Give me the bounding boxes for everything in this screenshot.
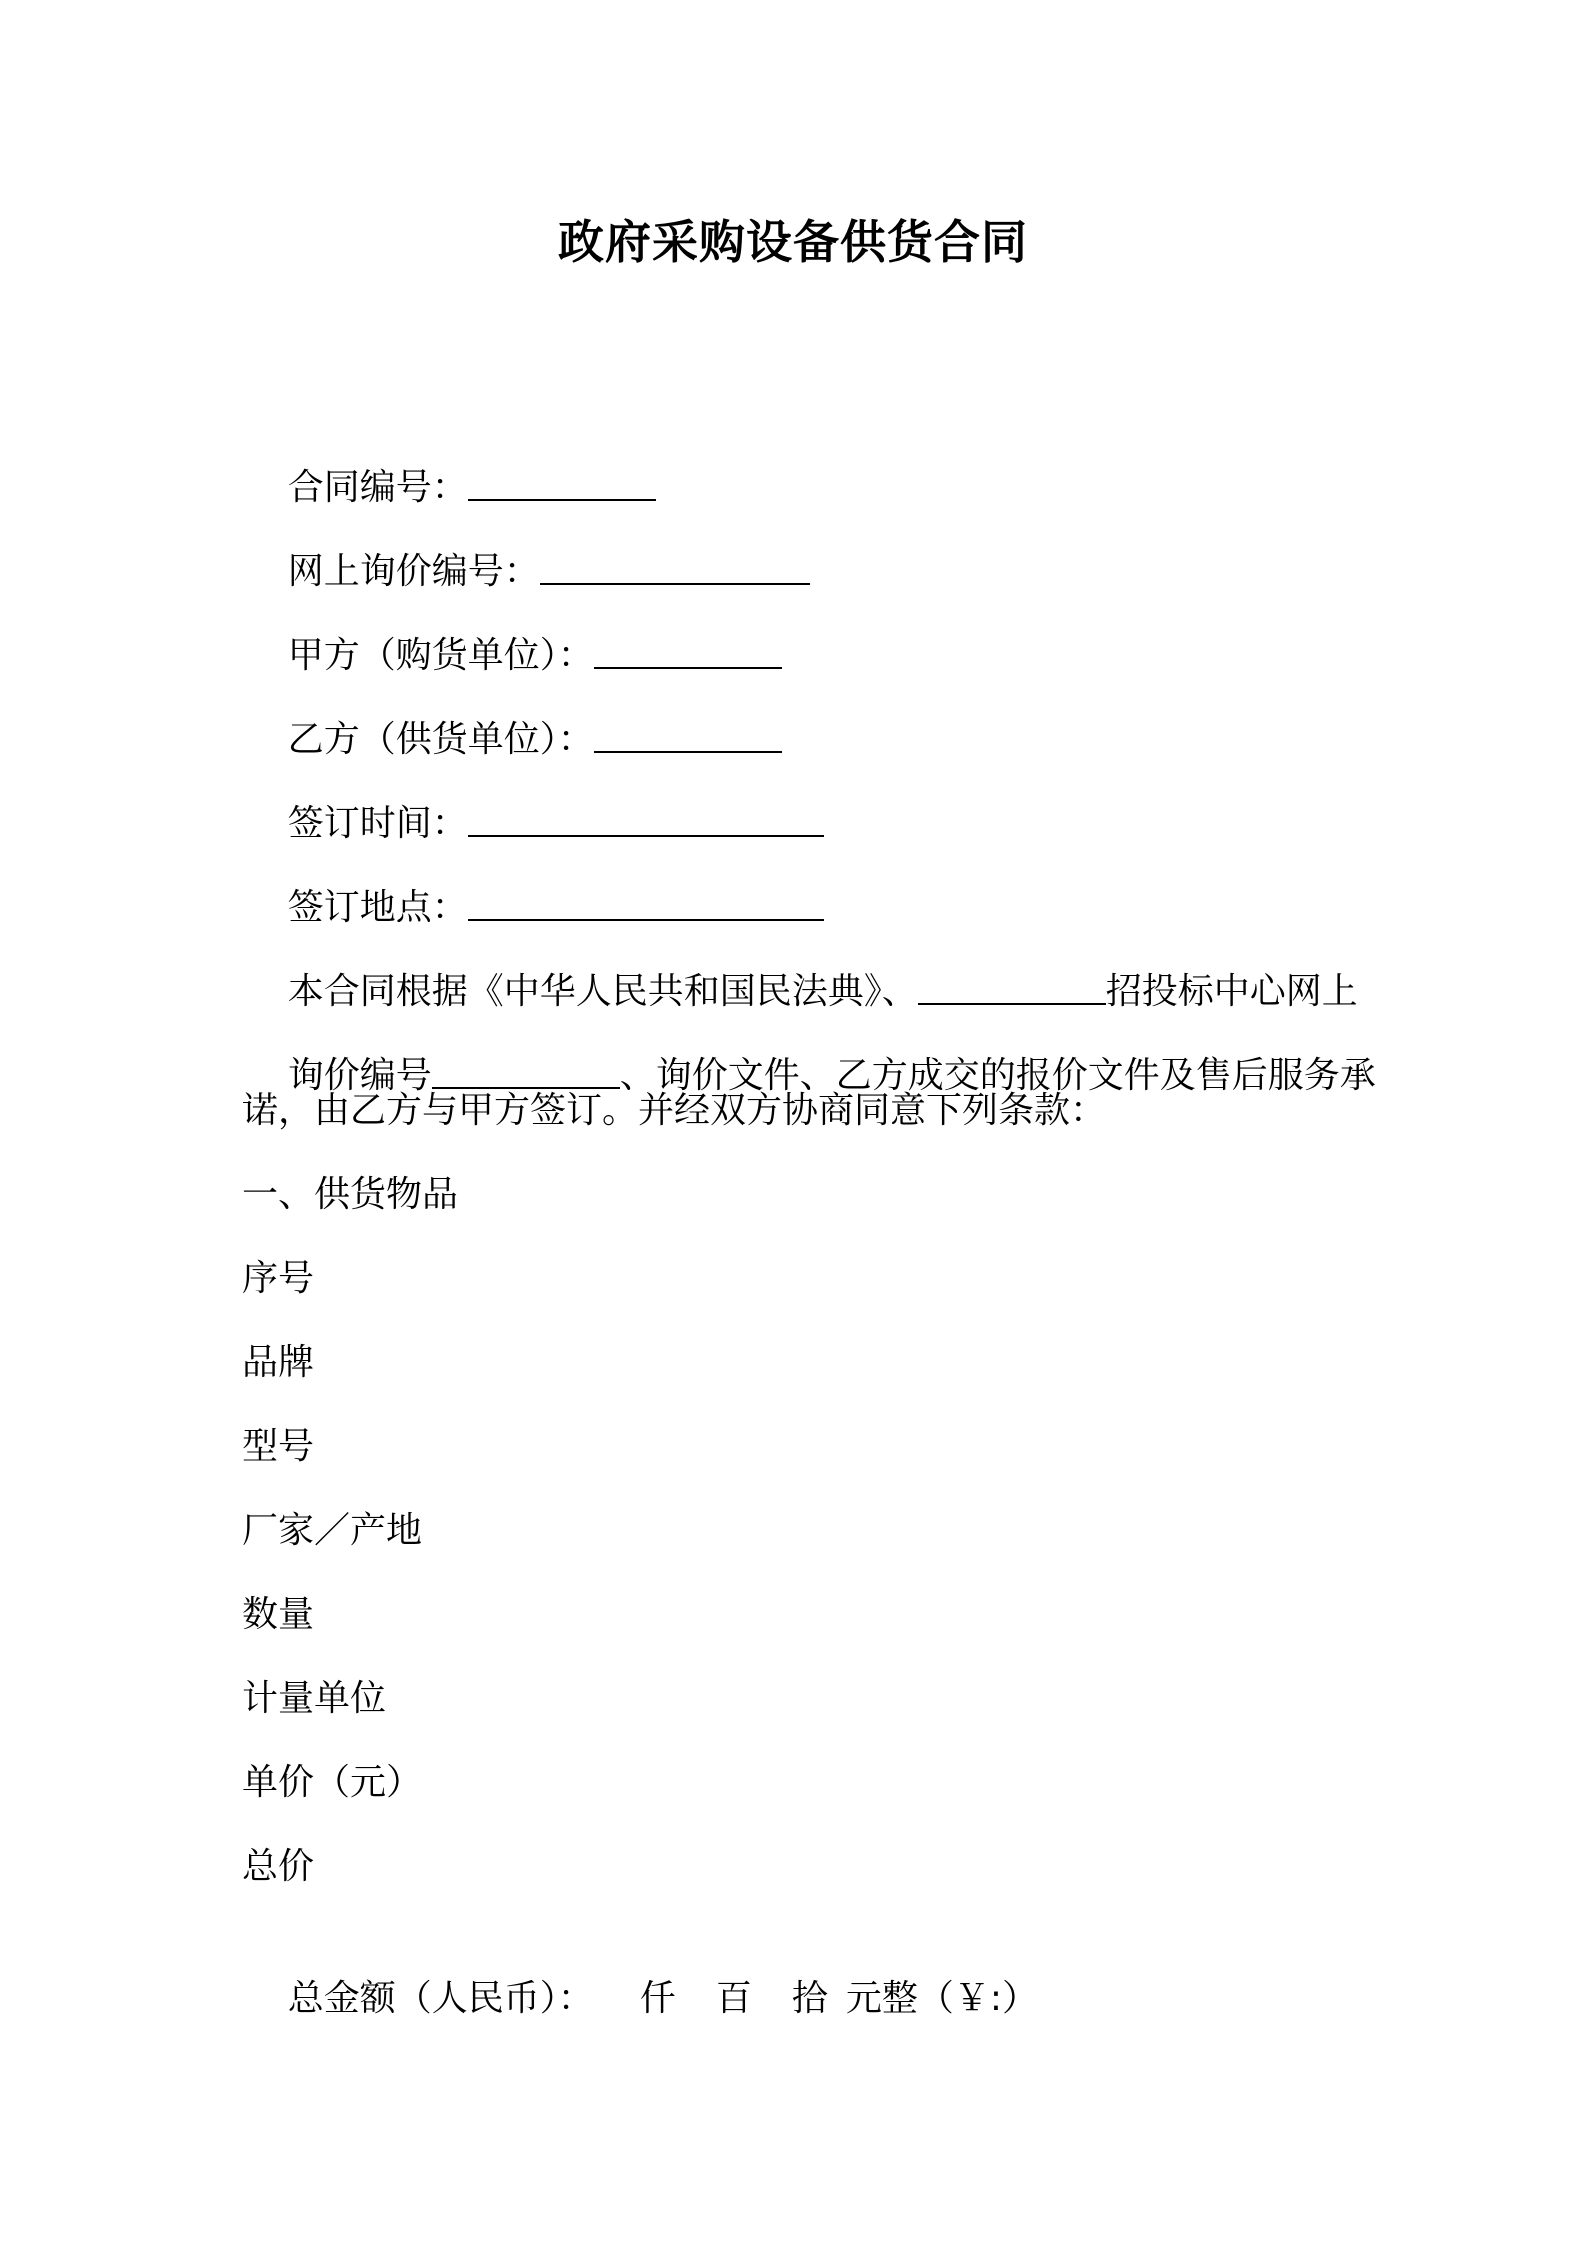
tender-center-blank[interactable] <box>918 967 1106 1005</box>
list-item: 数量 <box>242 1594 315 1635</box>
contract-number-blank[interactable] <box>468 463 656 501</box>
preamble-text: 本合同根据《中华人民共和国民法典》、 <box>287 971 918 1012</box>
party-a-label: 甲方（购货单位）： <box>287 635 594 676</box>
list-item: 型号 <box>242 1426 315 1467</box>
sign-place-blank[interactable] <box>468 883 824 921</box>
unit-qian: 仟 <box>639 1978 676 2019</box>
section-heading: 一、供货物品 <box>242 1174 459 1215</box>
total-amount-line <box>242 1927 1038 2071</box>
preamble-text: 、询价文件、乙方成交的报价文件及售后服务承 <box>619 1055 1376 1096</box>
list-item: 计量单位 <box>242 1678 387 1719</box>
preamble-text: 询价编号 <box>287 1055 432 1096</box>
party-b-blank[interactable] <box>594 715 782 753</box>
page-title: 政府采购设备供货合同 <box>558 215 1028 269</box>
list-item: 单价（元） <box>242 1762 423 1803</box>
sign-time-label: 签订时间： <box>287 803 468 844</box>
inquiry-number-label: 网上询价编号： <box>287 551 540 592</box>
inquiry-ref-blank[interactable] <box>432 1051 620 1089</box>
preamble-line-3: 诺，由乙方与甲方签订。并经双方协商同意下列条款： <box>242 1090 1107 1131</box>
sign-place-label: 签订地点： <box>287 887 468 928</box>
list-item: 品牌 <box>242 1342 315 1383</box>
unit-bai: 百 <box>715 1978 752 2019</box>
sign-time-blank[interactable] <box>468 799 824 837</box>
list-item: 序号 <box>242 1258 315 1299</box>
contract-number-label: 合同编号： <box>287 467 468 508</box>
list-item: 厂家／产地 <box>242 1510 423 1551</box>
inquiry-number-blank[interactable] <box>540 547 810 585</box>
party-b-label: 乙方（供货单位）： <box>287 719 594 760</box>
unit-yuan: 元整（￥:） <box>845 1978 1038 2019</box>
unit-shi: 拾 <box>791 1978 828 2019</box>
party-a-blank[interactable] <box>594 631 782 669</box>
total-amount-label: 总金额（人民币）： <box>287 1978 594 2019</box>
preamble-text: 招投标中心网上 <box>1105 971 1358 1012</box>
list-item: 总价 <box>242 1846 315 1887</box>
